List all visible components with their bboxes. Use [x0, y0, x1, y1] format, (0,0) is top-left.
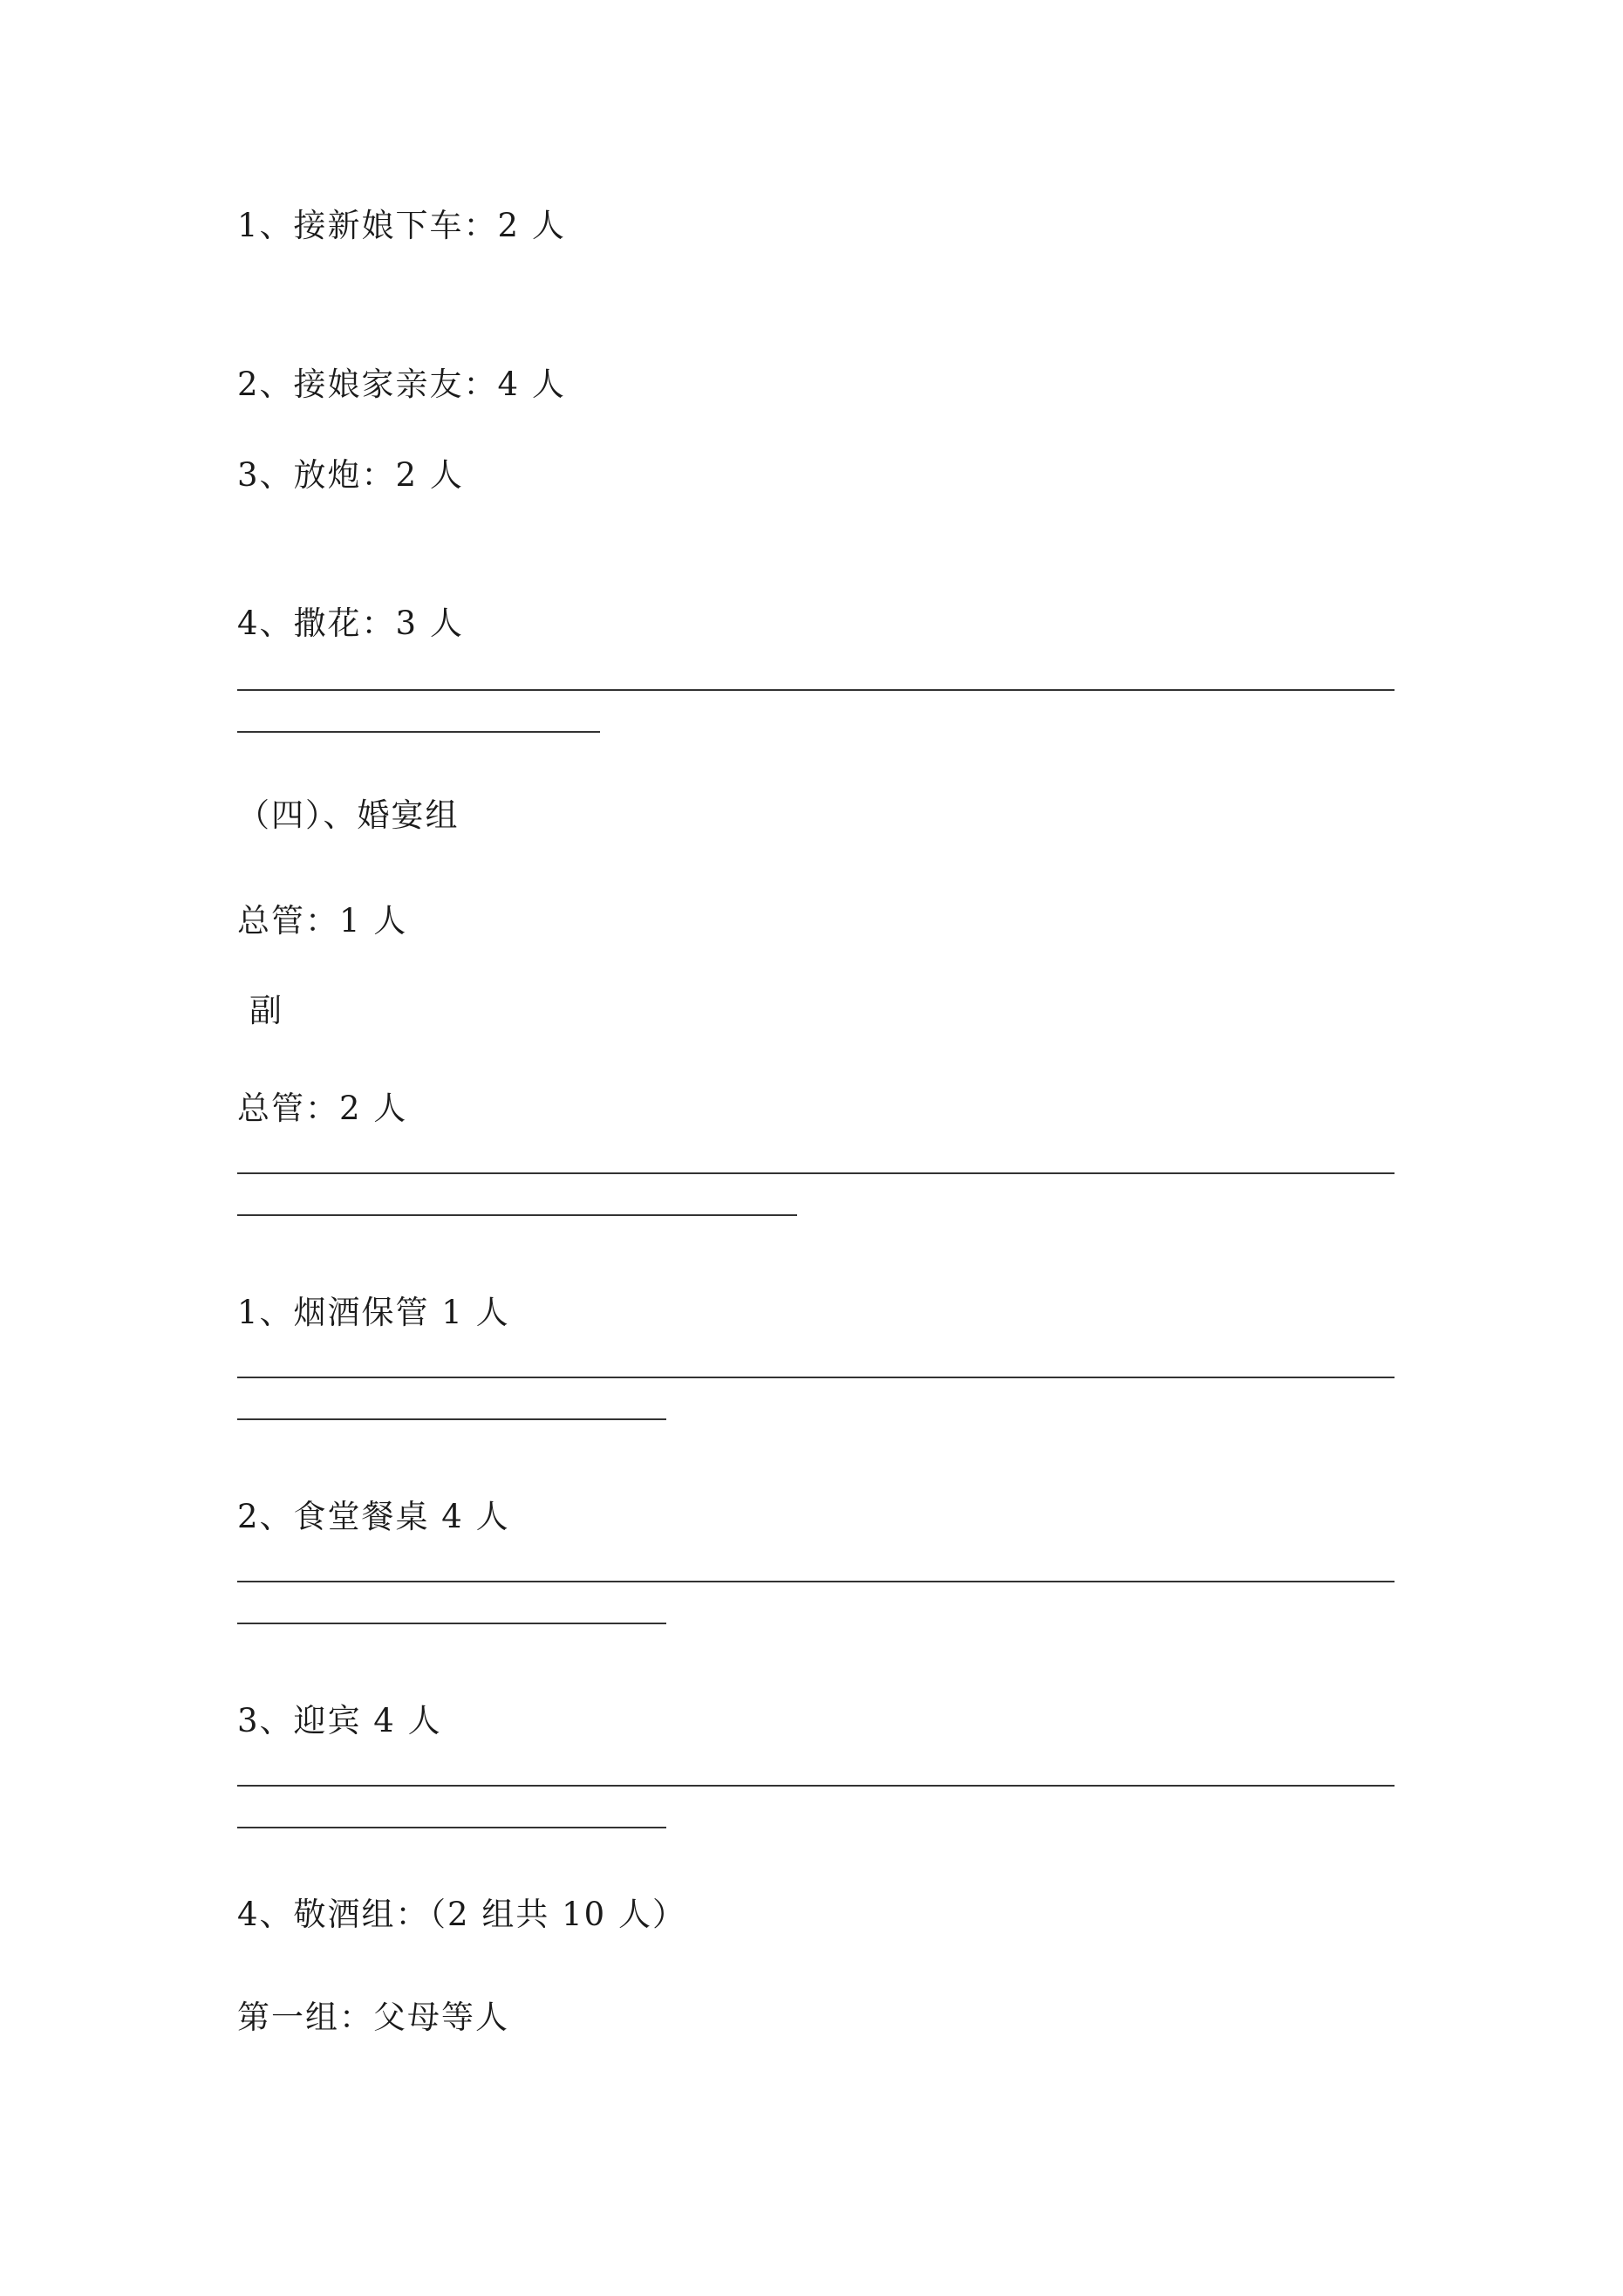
- list-item: 第一组：父母等人: [237, 1999, 509, 2036]
- list-item: 总管：2 人: [237, 1090, 408, 1127]
- fill-line: [237, 1785, 1395, 1787]
- fill-line: [237, 1581, 1395, 1582]
- list-item: 3、放炮：2 人: [237, 456, 464, 494]
- list-item: 4、撒花：3 人: [237, 605, 464, 642]
- list-item: 1、接新娘下车：2 人: [237, 207, 566, 244]
- list-item: 1、烟酒保管 1 人: [237, 1294, 510, 1331]
- list-item: 总管：1 人: [237, 902, 408, 940]
- section-heading: （四）、婚宴组: [237, 796, 460, 834]
- fill-line: [237, 1623, 666, 1624]
- list-item: 副: [249, 992, 283, 1029]
- fill-line: [237, 1172, 1395, 1174]
- fill-line: [237, 689, 1395, 691]
- fill-line: [237, 1827, 666, 1828]
- fill-line: [237, 731, 600, 733]
- fill-line: [237, 1418, 666, 1420]
- fill-line: [237, 1377, 1395, 1378]
- list-item: 2、食堂餐桌 4 人: [237, 1498, 510, 1535]
- list-item: 3、迎宾 4 人: [237, 1702, 442, 1739]
- list-item: 4、敬酒组：（2 组共 10 人）: [237, 1896, 686, 1933]
- fill-line: [237, 1214, 797, 1216]
- list-item: 2、接娘家亲友：4 人: [237, 366, 566, 403]
